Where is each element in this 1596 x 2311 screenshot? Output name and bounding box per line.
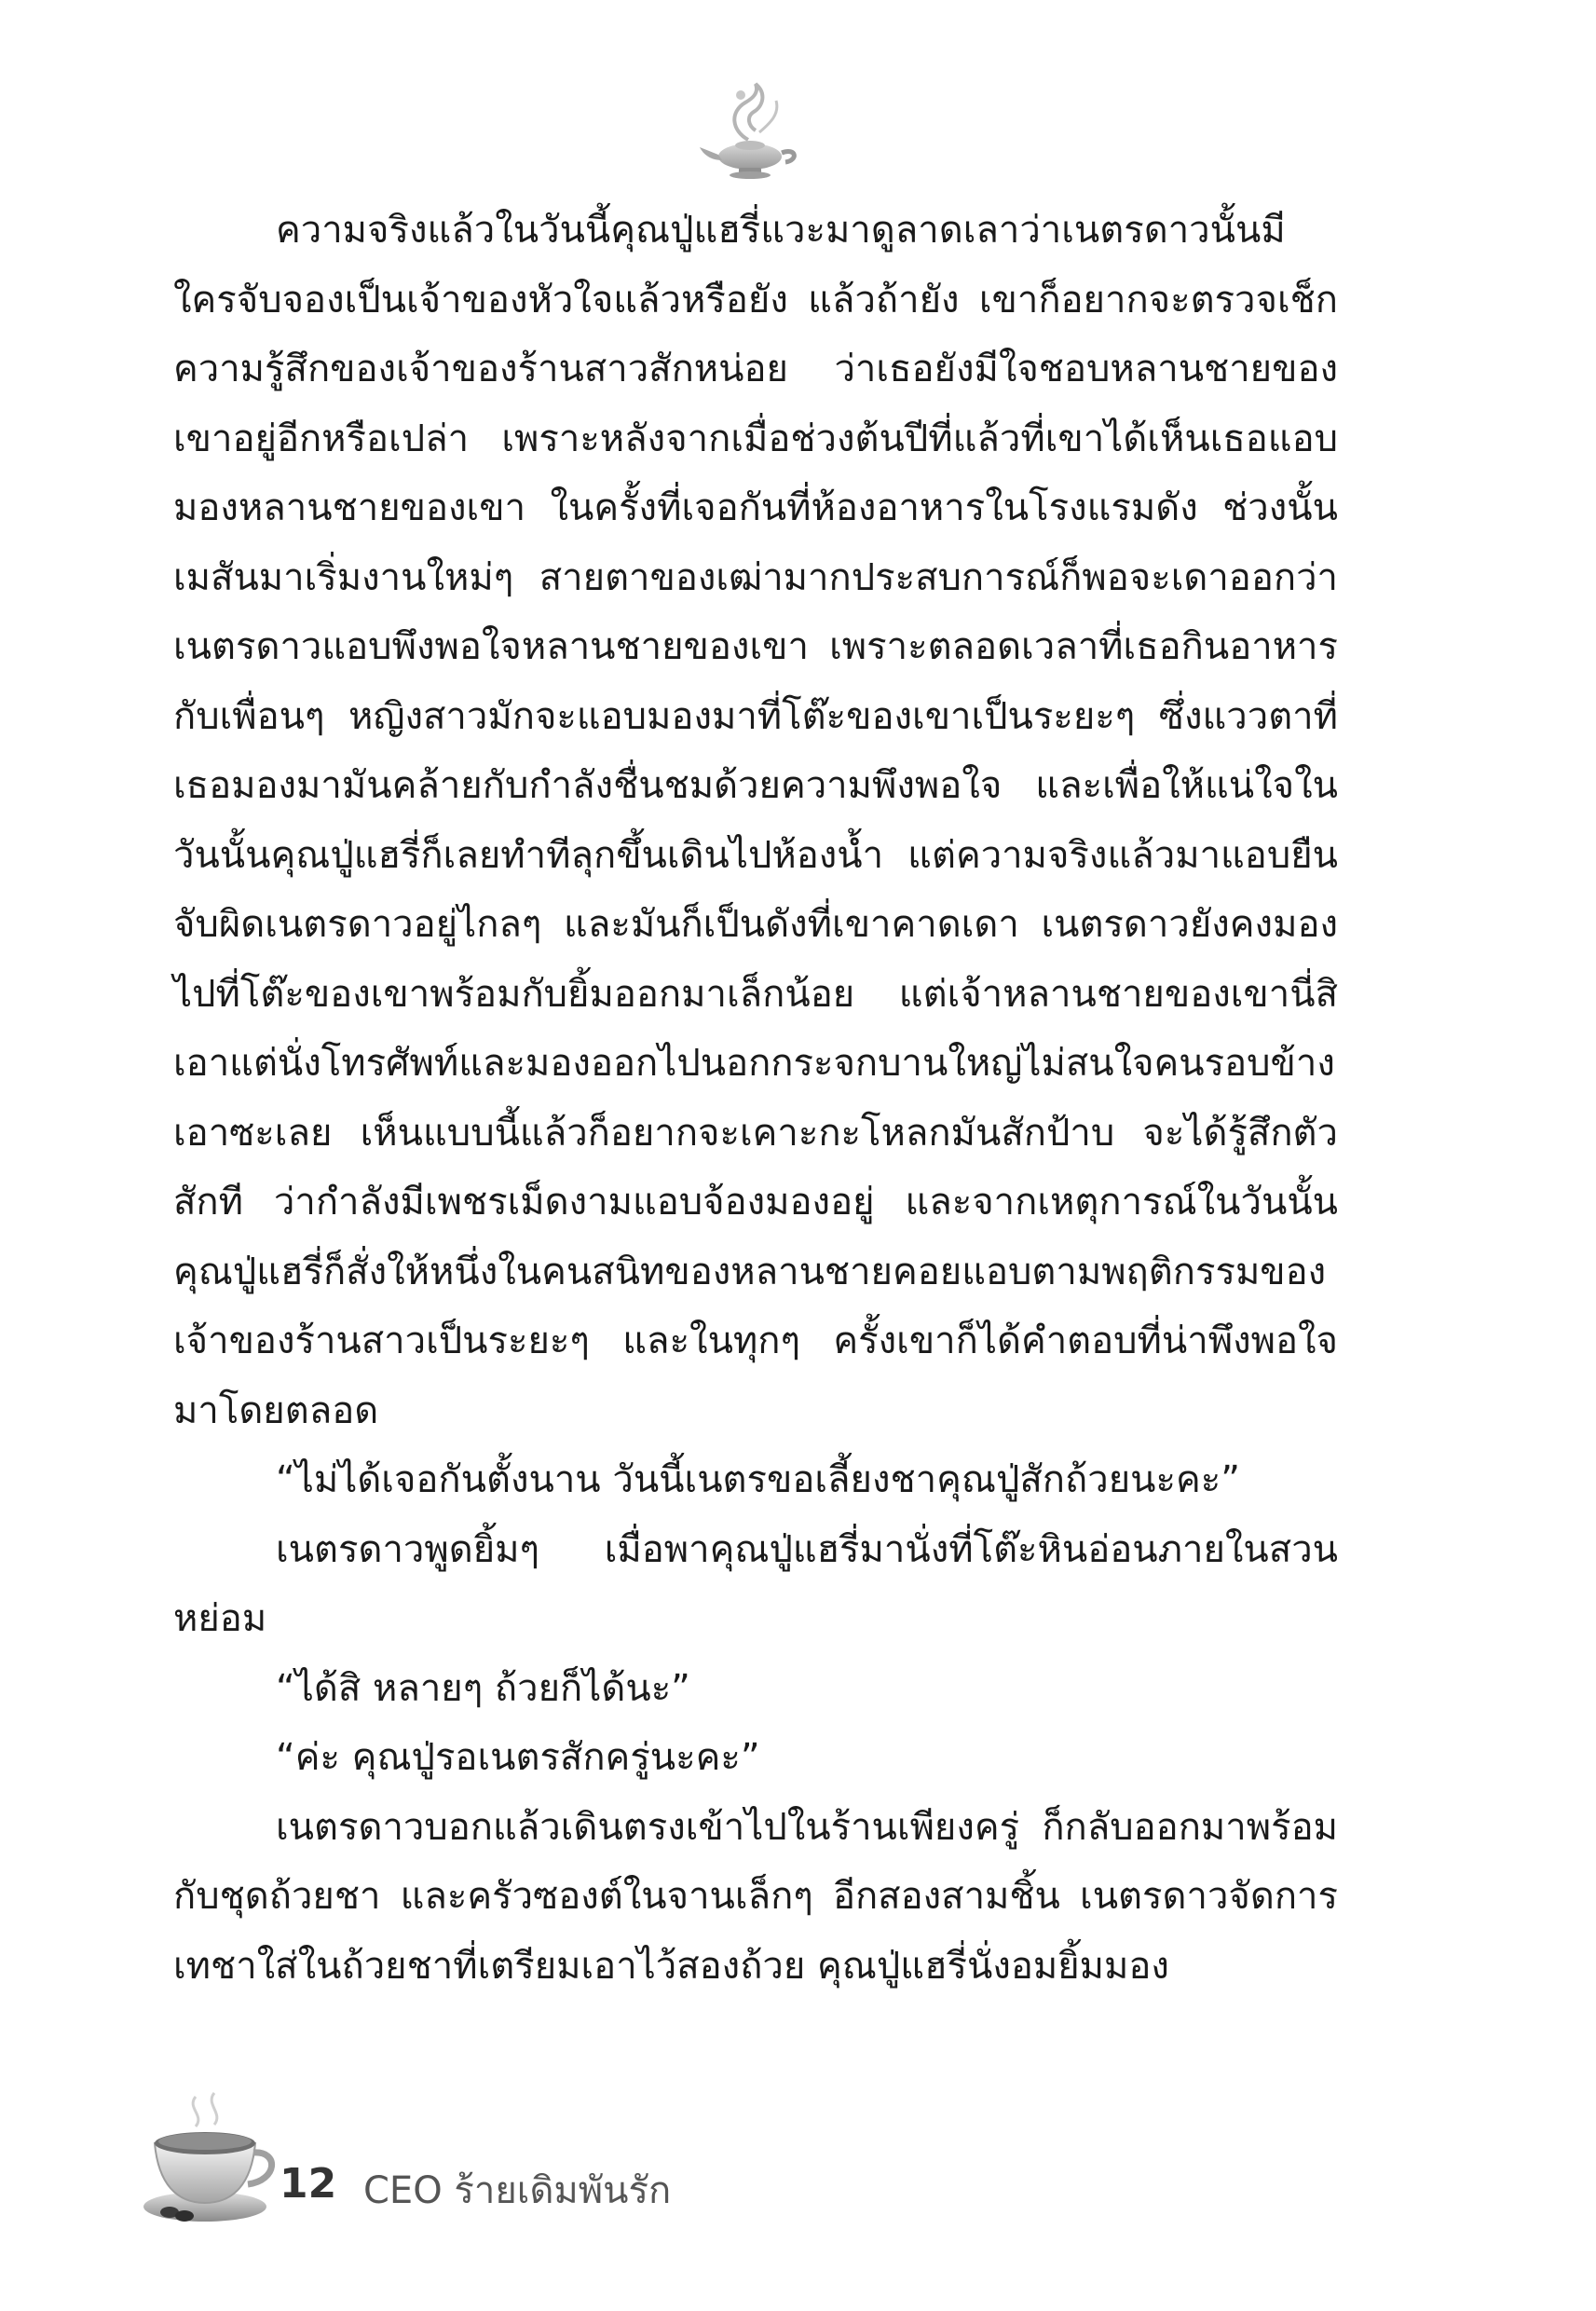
- paragraph: เนตรดาวบอกแล้วเดินตรงเข้าไปในร้านเพียงครู่ ก็กลับออกมาพร้อมกับชุดถ้วยชา และครัวซองต์ในจานเล็กๆ อีกสองสามชิ้น เนตรดาวจัดการเทชาใส่ในถ้วยชาที่เตรียมเอาไว้สองถ้วย คุณปู่แฮรี่นั่งอมยิ้มมอง: [173, 1805, 1338, 1988]
- paragraph: “ค่ะ คุณปู่รอเนตรสักครู่นะคะ”: [276, 1736, 760, 1779]
- paragraph: เนตรดาวพูดยิ้มๆ เมื่อพาคุณปู่แฮรี่มานั่งที่โต๊ะหินอ่อนภายในสวนหย่อม: [173, 1527, 1338, 1640]
- page-number: 12: [280, 2160, 337, 2208]
- page-footer: [140, 2087, 978, 2246]
- book-title: CEO ร้ายเดิมพันรัก: [363, 2169, 672, 2212]
- body-text: [173, 196, 1338, 2001]
- genie-lamp-icon: [694, 75, 806, 186]
- paragraph: “ไม่ได้เจอกันตั้งนาน วันนี้เนตรขอเลี้ยงชาคุณปู่สักถ้วยนะคะ”: [276, 1458, 1240, 1501]
- teacup-icon: [140, 2087, 289, 2227]
- paragraph: “ได้สิ หลายๆ ถ้วยก็ได้นะ”: [276, 1666, 690, 1710]
- paragraph: ความจริงแล้วในวันนี้คุณปู่แฮรี่แวะมาดูลาดเลาว่าเนตรดาวนั้นมีใครจับจองเป็นเจ้าของหัวใจแล้วหรือยัง แล้วถ้ายัง เขาก็อยากจะตรวจเช็กความรู้สึกของเจ้าของร้านสาวสักหน่อย ว่าเธอยังมีใจชอบหลานชายของเขาอยู่อีกหรือเปล่า เพราะหลังจากเมื่อช่วงต้นปีที่แล้วที่เขาได้เห็นเธอแอบมองหลานชายของเขา ในครั้งที่เจอกันที่ห้องอาหารในโรงแรมดัง ช่วงนั้นเมสันมาเริ่มงานใหม่ๆ สายตาของเฒ่ามากประสบการณ์ก็พอจะเดาออกว่าเนตรดาวแอบพึงพอใจหลานชายของเขา เพราะตลอดเวลาที่เธอกินอาหารกับเพื่อนๆ หญิงสาวมักจะแอบมองมาที่โต๊ะของเขาเป็นระยะๆ ซึ่งแววตาที่เธอมองมามันคล้ายกับกำลังชื่นชมด้วยความพึงพอใจ และเพื่อให้แน่ใจในวันนั้นคุณปู่แฮรี่ก็เลยทำทีลุกขึ้นเดินไปห้องน้ำ แต่ความจริงแล้วมาแอบยืนจับผิดเนตรดาวอยู่ไกลๆ และมันก็เป็นดังที่เขาคาดเดา เนตรดาวยังคงมองไปที่โต๊ะของเขาพร้อมกับยิ้มออกมาเล็กน้อย แต่เจ้าหลานชายของเขานี่สิ เอาแต่นั่งโทรศัพท์และมองออกไปนอกกระจกบานใหญ่ไม่สนใจคนรอบข้างเอาซะเลย เห็นแบบนี้แล้วก็อยากจะเคาะกะโหลกมันสักป้าบ จะได้รู้สึกตัวสักที ว่ากำลังมีเพชรเม็ดงามแอบจ้องมองอยู่ และจากเหตุการณ์ในวันนั้น คุณปู่แฮรี่ก็สั่งให้หนึ่งในคนสนิทของหลานชายคอยแอบตามพฤติกรรมของเจ้าของร้านสาวเป็นระยะๆ และในทุกๆ ครั้งเขาก็ได้คำตอบที่น่าพึงพอใจมาโดยตลอด: [173, 209, 1338, 1432]
